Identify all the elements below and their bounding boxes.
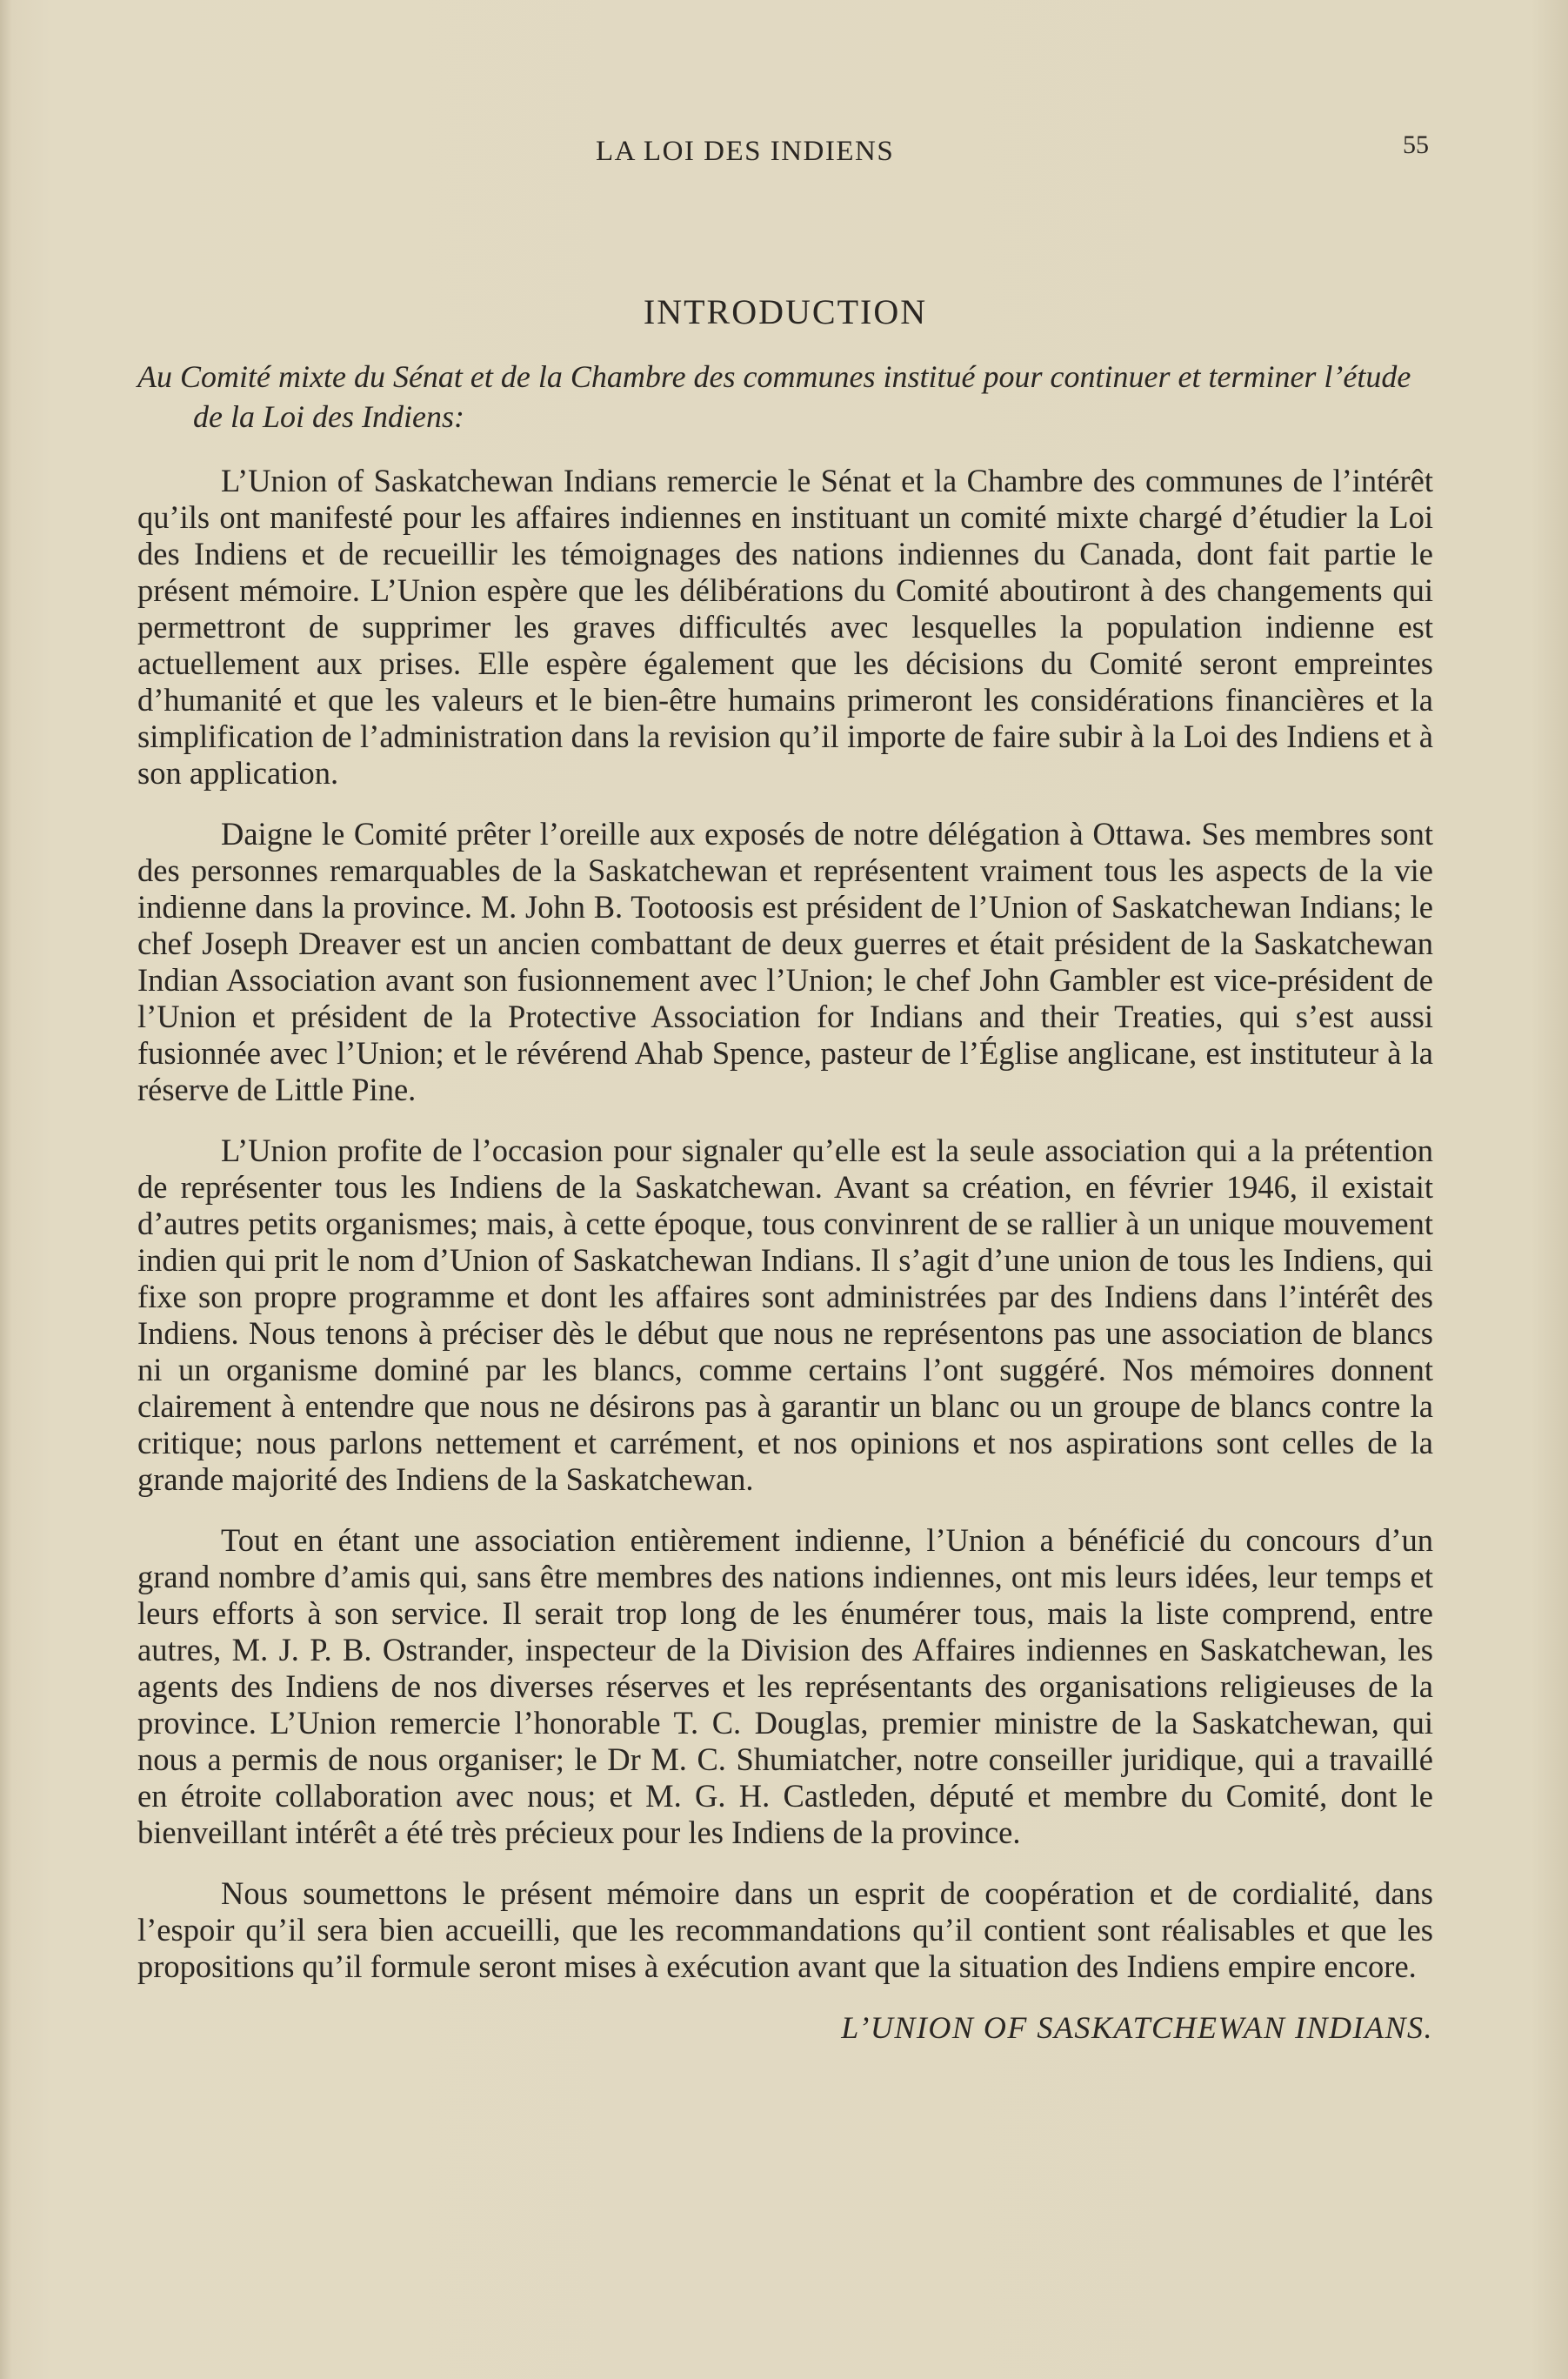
page-number: 55 <box>1403 130 1429 159</box>
paragraph-2: Daigne le Comité prêter l’oreille aux exposés de notre délégation à Ottawa. Ses membres sont des personnes remarquables de la Saskatchewan et représentent vraiment tous les aspects de la vie indienne dans la province. M. John B. Tootoosis est président de l’Union of Saskatchewan Indians; le chef Joseph Dreaver est un ancien combattant de deux guerres et était président de la Saskatchewan Indian Association avant son fusionnement avec l’Union; le chef John Gambler est vice-président de l’Union et président de la Protective Association for Indians and their Treaties, qui s’est aussi fusionnée avec l’Union; et le révérend Ahab Spence, pasteur de l’Église anglicane, est instituteur à la réserve de Little Pine. <box>137 816 1433 1107</box>
running-head <box>139 130 1429 174</box>
section-heading: INTRODUCTION <box>643 292 928 331</box>
running-title: LA LOI DES INDIENS <box>596 136 895 167</box>
address-line: Au Comité mixte du Sénat et de la Chambre des communes institué pour continuer et terminer l’étude de la Loi des Indiens: <box>137 359 1411 434</box>
paragraph-5: Nous soumettons le présent mémoire dans un esprit de coopération et de cordialité, dans l’espoir qu’il sera bien accueilli, que les recommandations qu’il contient sont réalisables et que les propositions qu’il formule seront mises à exécution avant que la situation des Indiens empire encore. <box>137 1875 1433 1984</box>
paragraph-4: Tout en étant une association entièrement indienne, l’Union a bénéficié du concours d’un grand nombre d’amis qui, sans être membres des nations indiennes, ont mis leurs idées, leur temps et leurs efforts à son service. Il serait trop long de les énumérer tous, mais la liste comprend, entre autres, M. J. P. B. Ostrander, inspecteur de la Division des Affaires indiennes en Saskatchewan, les agents des Indiens de nos diverses réserves et les représentants des organisations religieuses de la province. L’Union remercie l’honorable T. C. Douglas, premier ministre de la Saskatchewan, qui nous a permis de nous organiser; le Dr M. C. Shumiatcher, notre conseiller juridique, qui a travaillé en étroite collaboration avec nous; et M. G. H. Castleden, député et membre du Comité, dont le bienveillant intérêt a été très précieux pour les Indiens de la province. <box>137 1522 1433 1850</box>
document-body <box>137 291 1433 2046</box>
paragraph-3: L’Union profite de l’occasion pour signaler qu’elle est la seule association qui a la prétention de représenter tous les Indiens de la Saskatchewan. Avant sa création, en février 1946, il existait d’autres petits organismes; mais, à cette époque, tous convinrent de se rallier à un unique mouvement indien qui prit le nom d’Union of Saskatchewan Indians. Il s’agit d’une union de tous les Indiens, qui fixe son propre programme et dont les affaires sont administrées par des Indiens dans l’intérêt des Indiens. Nous tenons à préciser dès le début que nous ne représentons pas une association de blancs ni un organisme dominé par les blancs, comme certains l’ont suggéré. Nos mémoires donnent clairement à entendre que nous ne désirons pas à garantir un blanc ou un groupe de blancs contre la critique; nous parlons nettement et carrément, et nos opinions et nos aspirations sont celles de la grande majorité des Indiens de la Saskatchewan. <box>137 1133 1433 1497</box>
paragraph-1: L’Union of Saskatchewan Indians remercie le Sénat et la Chambre des communes de l’intérêt qu’ils ont manifesté pour les affaires indiennes en instituant un comité mixte chargé d’étudier la Loi des Indiens et de recueillir les témoignages des nations indiennes du Canada, dont fait partie le présent mémoire. L’Union espère que les délibérations du Comité aboutiront à des changements qui permettront de supprimer les graves difficultés avec lesquelles la population indienne est actuellement aux prises. Elle espère également que les décisions du Comité seront empreintes d’humanité et que les valeurs et le bien-être humains primeront les considérations financières et la simplification de l’administration dans la revision qu’il importe de faire subir à la Loi des Indiens et à son application. <box>137 463 1433 791</box>
signature: L’UNION OF SASKATCHEWAN INDIANS. <box>841 2010 1433 2045</box>
